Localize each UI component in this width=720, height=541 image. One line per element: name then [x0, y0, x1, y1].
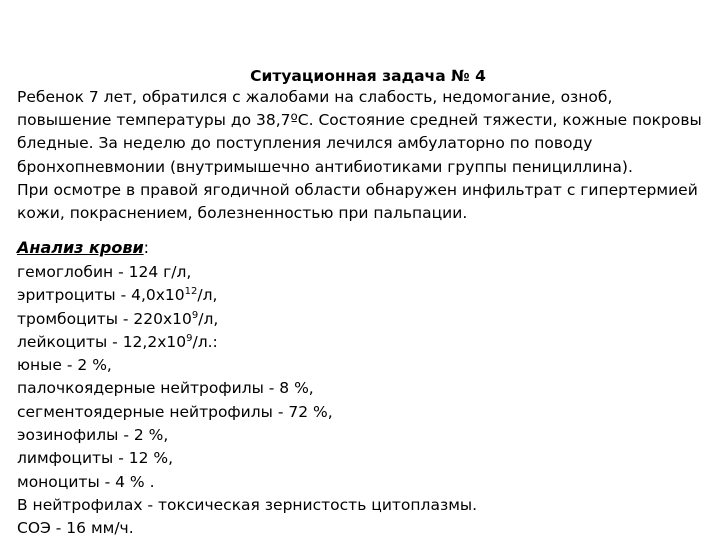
- lab-segmented-neutrophils: сегментоядерные нейтрофилы - 72 %,: [17, 402, 333, 421]
- analysis-heading-colon: :: [143, 238, 150, 257]
- complaint-line: бронхопневмонии (внутримышечно антибиотиками группы пенициллина).: [17, 157, 633, 176]
- complaint-line: бледные. За неделю до поступления лечился амбулаторно по поводу: [17, 134, 593, 153]
- lab-leukocytes-exponent: 9: [186, 332, 193, 344]
- lab-esr: СОЭ - 16 мм/ч.: [17, 519, 134, 538]
- lab-hemoglobin: гемоглобин - 124 г/л,: [17, 263, 192, 281]
- lab-leukocytes-value: лейкоциты - 12,2х10: [17, 332, 187, 351]
- analysis-heading-text: Анализ крови: [17, 238, 144, 257]
- lab-leukocytes: [17, 331, 717, 354]
- analysis-heading: [17, 236, 149, 260]
- complaint-line: При осмотре в правой ягодичной области обнаружен инфильтрат с гипертермией: [17, 180, 698, 199]
- lab-erythrocytes-exponent: 12: [184, 286, 198, 298]
- lab-eosinophils: эозинофилы - 2 %,: [17, 426, 169, 445]
- lab-lymphocytes: лимфоциты - 12 %,: [17, 449, 174, 468]
- lab-neutrophil-note: В нейтрофилах - токсическая зернистость цитоплазмы.: [17, 495, 478, 514]
- lab-young: юные - 2 %,: [17, 356, 112, 375]
- complaint-line: повышение температуры до 38,7ºС. Состояние средней тяжести, кожные покровы: [17, 111, 702, 130]
- lab-band-neutrophils: палочкоядерные нейтрофилы - 8 %,: [17, 379, 314, 398]
- lab-platelets-exponent: 9: [191, 309, 199, 321]
- lab-leukocytes-unit: /л.:: [192, 332, 218, 351]
- lab-platelets-value: тромбоциты - 220х10: [17, 309, 192, 328]
- complaint-paragraph: [17, 86, 717, 225]
- complaint-line: Ребенок 7 лет, обратился с жалобами на слабость, недомогание, озноб,: [17, 88, 613, 106]
- lab-erythrocytes-unit: /л,: [197, 286, 218, 305]
- lab-platelets: [17, 308, 717, 331]
- lab-results-list: [17, 261, 717, 541]
- complaint-line: кожи, покраснением, болезненностью при пальпации.: [17, 204, 468, 223]
- lab-platelets-unit: /л,: [198, 309, 219, 328]
- lab-monocytes: моноциты - 4 % .: [17, 472, 155, 491]
- lab-erythrocytes: [17, 284, 717, 307]
- lab-erythrocytes-value: эритроциты - 4,0х10: [17, 286, 185, 305]
- task-title: Ситуационная задача № 4: [250, 67, 486, 85]
